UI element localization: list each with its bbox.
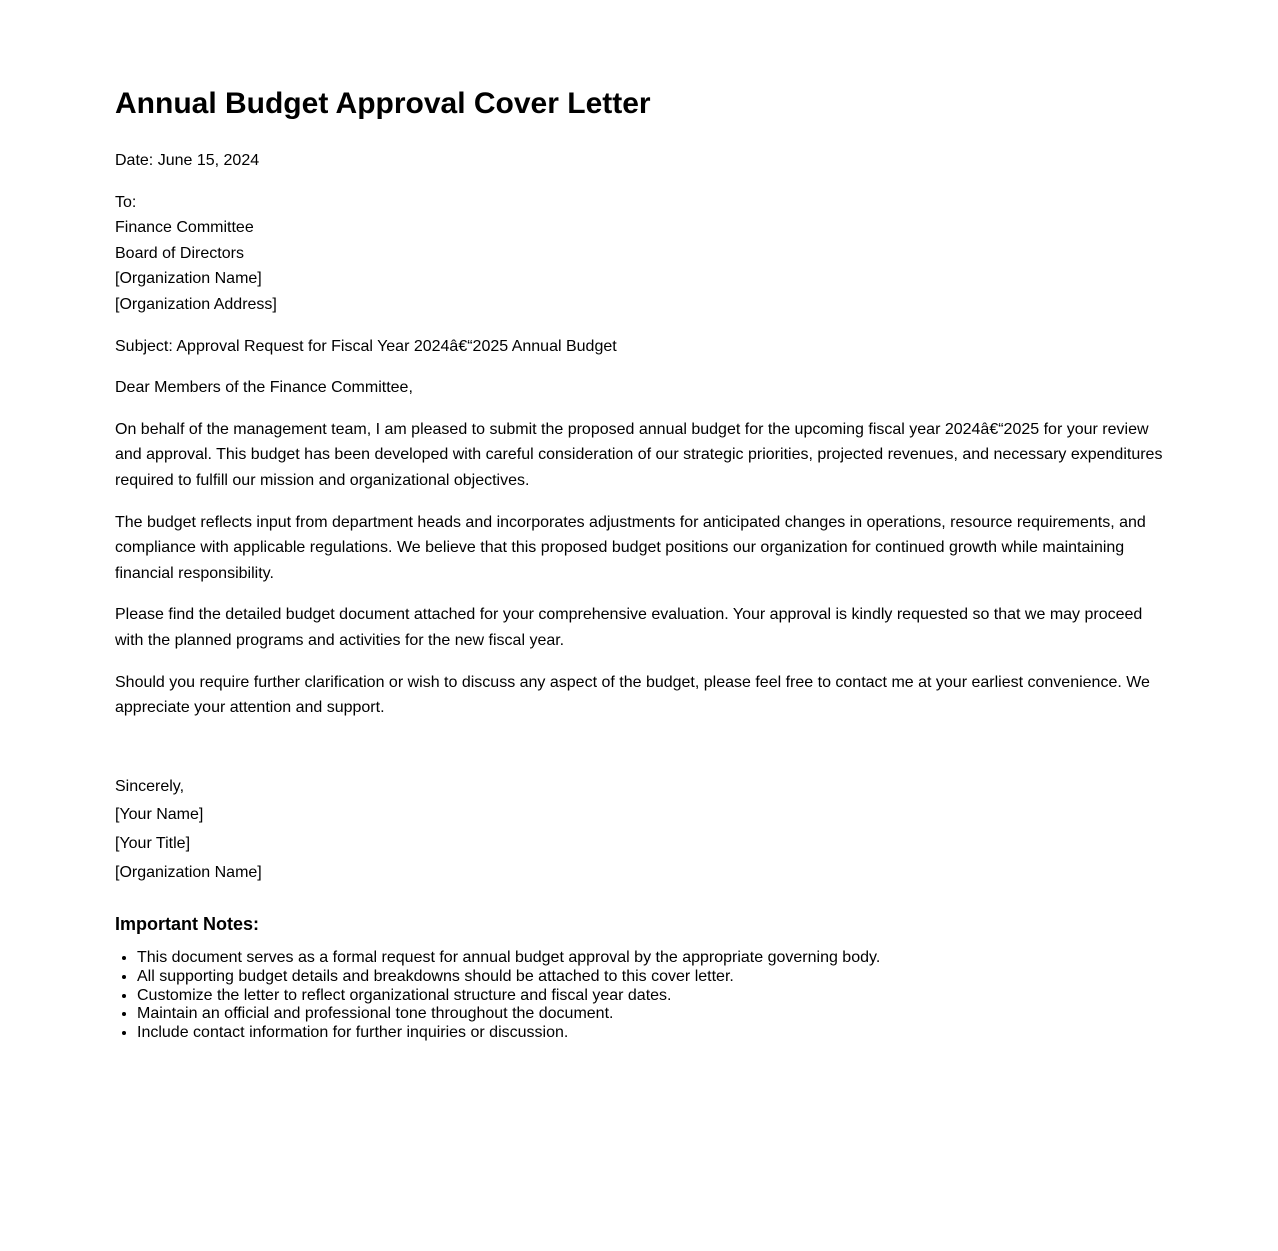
body-paragraph-2: The budget reflects input from department heads and incorporates adjustments for anticipated changes in operations, resource requirements, and compliance with applicable regulations. We believe that this proposed budget positions our organization for continued growth while maintaining financial responsibility. bbox=[115, 513, 1146, 582]
body-paragraph-1: On behalf of the management team, I am pleased to submit the proposed annual budget for the upcoming fiscal year 2024â€“2025 for your review and approval. This budget has been developed with careful consideration of our strategic priorities, projected revenues, and necessary expenditures required to fulfill our mission and organizational objectives. bbox=[115, 420, 1163, 489]
recipient-line-board: Board of Directors bbox=[115, 244, 244, 262]
notes-list bbox=[115, 949, 1163, 1042]
salutation: Dear Members of the Finance Committee, bbox=[115, 379, 413, 397]
closing-your-title: [Your Title] bbox=[115, 835, 191, 853]
note-item-5: • Include contact information for further inquiries or discussion. bbox=[137, 1024, 1163, 1043]
note-item-3: • Customize the letter to reflect organizational structure and fiscal year dates. bbox=[137, 987, 1163, 1006]
note-item-4: • Maintain an official and professional tone throughout the document. bbox=[137, 1005, 1163, 1024]
closing-org-name: [Organization Name] bbox=[115, 864, 262, 882]
recipient-line-to: To: bbox=[115, 193, 137, 211]
recipient-line-org-address: [Organization Address] bbox=[115, 295, 277, 313]
recipient-block bbox=[115, 190, 1163, 318]
letter-page bbox=[115, 86, 1163, 1042]
recipient-line-committee: Finance Committee bbox=[115, 219, 254, 237]
closing-block bbox=[115, 773, 1163, 888]
closing-your-name: [Your Name] bbox=[115, 806, 204, 824]
body-paragraph-4: Should you require further clarification or wish to discuss any aspect of the budget, please feel free to contact me at your earliest convenience. We appreciate your attention and support. bbox=[115, 673, 1150, 717]
body-paragraph-3: Please find the detailed budget document attached for your comprehensive evaluation. Your approval is kindly requested so that we may proceed with the planned programs and activities for the new fiscal year. bbox=[115, 606, 1143, 649]
subject-line: Subject: Approval Request for Fiscal Year 2024â€“2025 Annual Budget bbox=[115, 337, 617, 355]
date-line: Date: June 15, 2024 bbox=[115, 152, 260, 169]
closing-sincerely: Sincerely, bbox=[115, 777, 185, 795]
notes-heading: Important Notes: bbox=[115, 913, 259, 934]
page-title: Annual Budget Approval Cover Letter bbox=[115, 87, 651, 120]
recipient-line-org-name: [Organization Name] bbox=[115, 270, 262, 288]
note-item-2: • All supporting budget details and breakdowns should be attached to this cover letter. bbox=[137, 968, 1163, 987]
note-item-1: • This document serves as a formal request for annual budget approval by the appropriate governing body. bbox=[137, 949, 1163, 968]
